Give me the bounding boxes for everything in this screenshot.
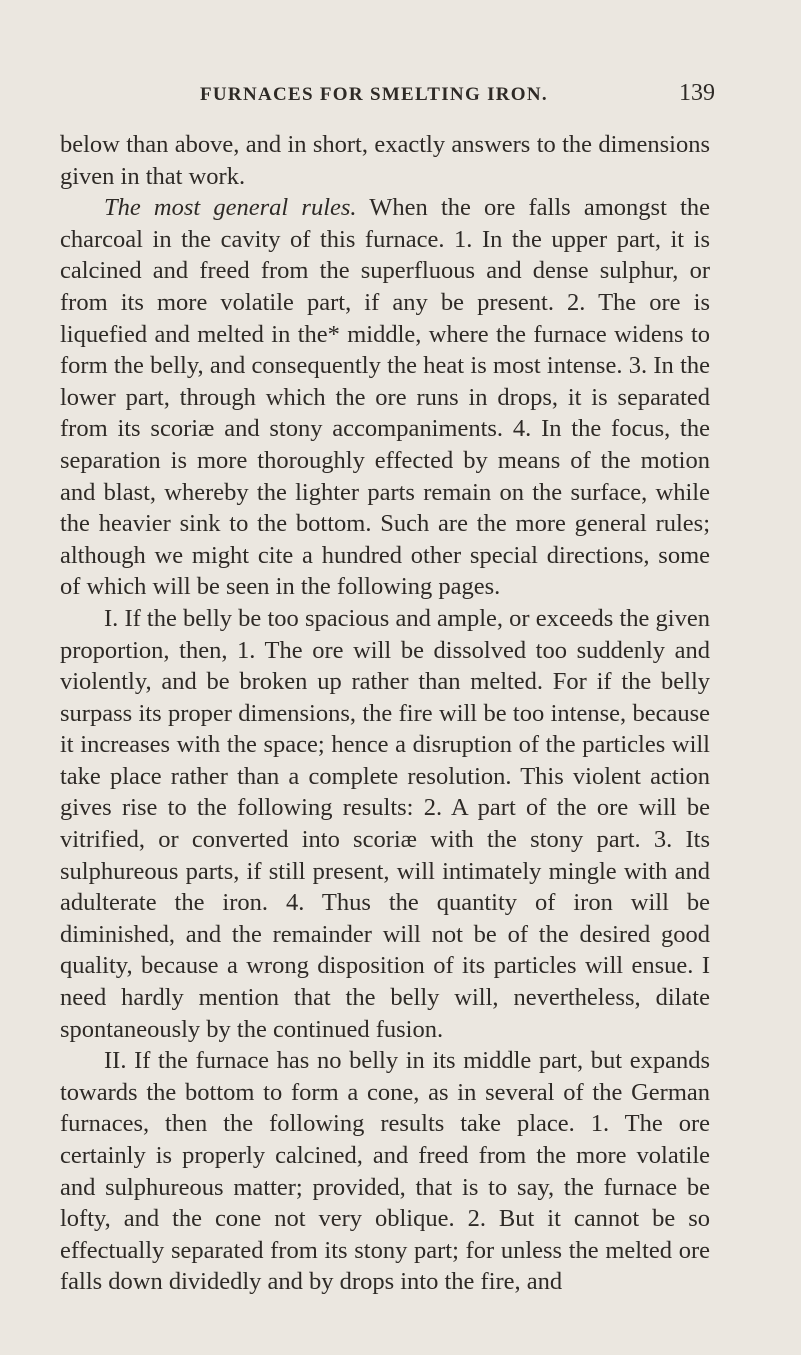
paragraph-text: I. If the belly be too spacious and ample, or exceeds the given proportion, then, 1. The ore will be dissolved too suddenly and violently, and be broken up rather than melted. For if the belly surpass its proper dimensions, the fire will be too intense, because it increases with the space; hence a disruption of the particles will take place rather than a complete resolution. This violent action gives rise to the following results: 2. A part of the ore will be vitrified, or converted into scoriæ with the stony part. 3. Its sulphureous parts, if still present, will intimately mingle with and adulterate the iron. 4. Thus the quantity of iron will be diminished, and the remainder will not be of the desired good quality, because a wrong disposition of its particles will ensue. I need hardly mention that the belly will, nevertheless, dilate spontaneously by the continued fusion. [60,604,710,1043]
paragraph-text: below than above, and in short, exactly answers to the dimensions given in that work. [60,131,710,190]
page-header [200,78,715,114]
paragraph-section-ii [60,1045,710,1298]
body-text [60,129,710,1298]
paragraph-text: When the ore falls amongst the charcoal in the cavity of this furnace. 1. In the upper part, it is calcined and freed from the superfluous and dense sulphur, or from its more volatile part, if any be present. 2. The ore is liquefied and melted in the* middle, where the furnace widens to form the belly, and consequently the heat is most intense. 3. In the lower part, through which the ore runs in drops, it is separated from its scoriæ and stony accompaniments. 4. In the focus, the separation is more thoroughly effected by means of the motion and blast, whereby the lighter parts remain on the surface, while the heavier sink to the bottom. Such are the more general rules; although we might cite a hundred other special directions, some of which will be seen in the following pages. [60,194,710,601]
paragraph-section-i [60,603,710,1045]
page-number: 139 [679,80,715,106]
paragraph-continuation [60,129,710,192]
paragraph-general-rules [60,192,710,603]
running-head: FURNACES FOR SMELTING IRON. [200,84,548,105]
paragraph-lead: The most general rules. [104,194,357,222]
paragraph-text: II. If the furnace has no belly in its middle part, but expands towards the bottom to form a cone, as in several of the German furnaces, then the following results take place. 1. The ore certainly is properly calcined, and freed from the more volatile and sulphureous matter; provided, that is to say, the furnace be lofty, and the cone not very oblique. 2. But it cannot be so effectually separated from its stony part; for unless the melted ore falls down dividedly and by drops into the fire, and [60,1047,710,1296]
